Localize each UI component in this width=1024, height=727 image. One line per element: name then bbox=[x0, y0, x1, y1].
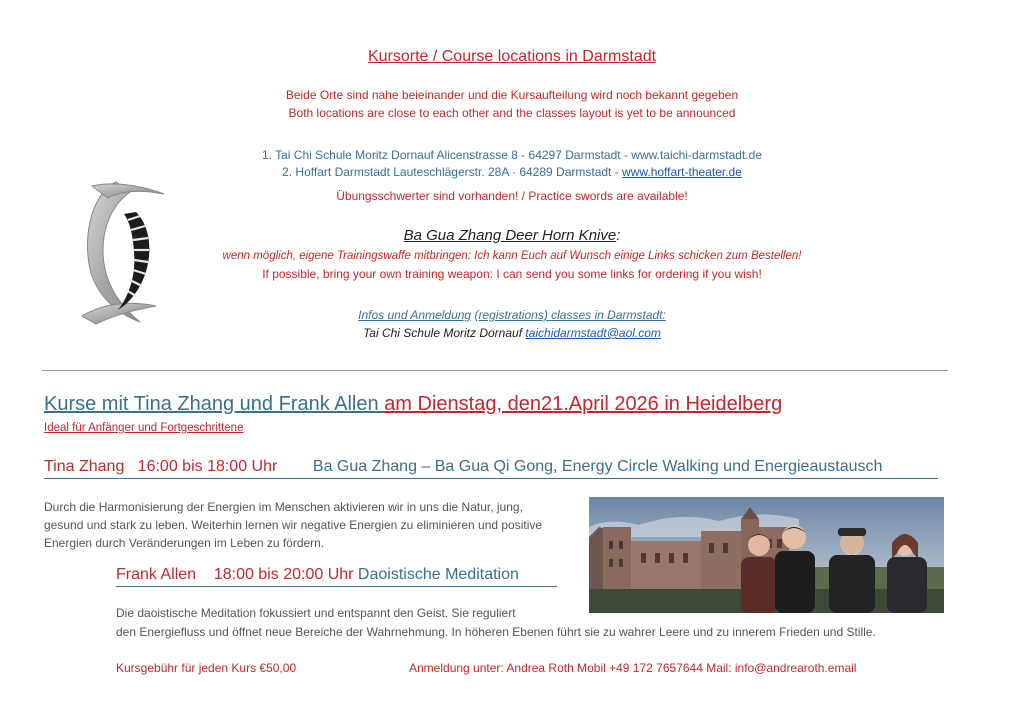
heidelberg-group-photo bbox=[589, 497, 944, 613]
event-subtitle: Ideal für Anfänger und Fortgeschrittene bbox=[44, 422, 244, 434]
registration-title-a: Infos und Anmeldung bbox=[358, 308, 472, 322]
registration-title-c: registrations) classes in Darmstadt: bbox=[478, 308, 666, 322]
frank-underline bbox=[116, 586, 557, 587]
registration-school: Tai Chi Schule Moritz Dornauf bbox=[363, 326, 526, 340]
frank-session-line bbox=[116, 566, 519, 584]
knife-title bbox=[0, 227, 1024, 244]
registration-contact bbox=[0, 326, 1024, 340]
hoffart-link[interactable]: www.hoffart-theater.de bbox=[622, 165, 742, 179]
tina-underline bbox=[44, 478, 938, 479]
section-divider bbox=[42, 370, 948, 371]
frank-topic: Daoistische Meditation bbox=[357, 566, 519, 583]
registration-title-b: ( bbox=[471, 308, 479, 322]
registration-contact-footer: Anmeldung unter: Andrea Roth Mobil +49 172 7657644 Mail: info@andrearoth.email bbox=[409, 661, 857, 675]
knife-note-german: wenn möglich, eigene Trainingswaffe mitbringen: Ich kann Euch auf Wunsch einige Links schicken zum Bestellen! bbox=[222, 250, 802, 262]
locations-title-text: Kursorte / Course locations in Darmstadt bbox=[367, 48, 657, 65]
location-2-text: 2. Hoffart Darmstadt Lauteschlägerstr. 28A · 64289 Darmstadt - bbox=[282, 165, 623, 179]
frank-description-line1: Die daoistische Meditation fokussiert und entspannt den Geist. Sie reguliert bbox=[116, 606, 516, 620]
knife-title-text: Ba Gua Zhang Deer Horn Knive bbox=[403, 227, 617, 244]
frank-name-time: Frank Allen 18:00 bis 20:00 Uhr bbox=[116, 566, 358, 583]
tina-description: Durch die Harmonisierung der Energien im Menschen aktivieren wir in uns die Natur, jung, gesund und stark zu leben. Weiterhin lernen wir negative Energien zu eliminieren und positive Energien durch Veränderungen im Leben zu fördern. bbox=[44, 500, 543, 550]
event-heading-date: am Dienstag, den21.April 2026 in Heidelberg bbox=[384, 393, 783, 415]
practice-swords-note: Übungsschwerter sind vorhanden! / Practice swords are available! bbox=[336, 189, 688, 203]
knife-title-colon: : bbox=[616, 227, 621, 244]
registration-email-link[interactable]: taichidarmstadt@aol.com bbox=[525, 326, 661, 340]
frank-description-line2: den Energiefluss und öffnet neue Bereiche der Wahrnehmung. In höheren Ebenen führt sie zu wahrer Leere und zu innerem Frieden und Stille. bbox=[116, 625, 876, 639]
knife-note-english: If possible, bring your own training weapon: I can send you some links for ordering if you wish! bbox=[262, 267, 762, 281]
intro-german: Beide Orte sind nahe beieinander und die Kursaufteilung wird noch bekannt gegeben bbox=[285, 88, 739, 102]
location-1: 1. Tai Chi Schule Moritz Dornauf Alicenstrasse 8 - 64297 Darmstadt - www.taichi-darmstadt.de bbox=[262, 148, 762, 162]
event-heading bbox=[44, 393, 782, 416]
tina-topic: Ba Gua Zhang – Ba Gua Qi Gong, Energy Circle Walking und Energieaustausch bbox=[277, 458, 883, 475]
tina-session-line bbox=[44, 458, 882, 476]
event-heading-names: Kurse mit Tina Zhang und Frank Allen bbox=[44, 393, 385, 415]
locations-title bbox=[0, 48, 1024, 66]
tina-name-time: Tina Zhang 16:00 bis 18:00 Uhr bbox=[44, 458, 278, 475]
course-fee: Kursgebühr für jeden Kurs €50,00 bbox=[116, 661, 297, 675]
registration-title bbox=[0, 308, 1024, 322]
intro-english: Both locations are close to each other and the classes layout is yet to be announced bbox=[288, 106, 736, 120]
